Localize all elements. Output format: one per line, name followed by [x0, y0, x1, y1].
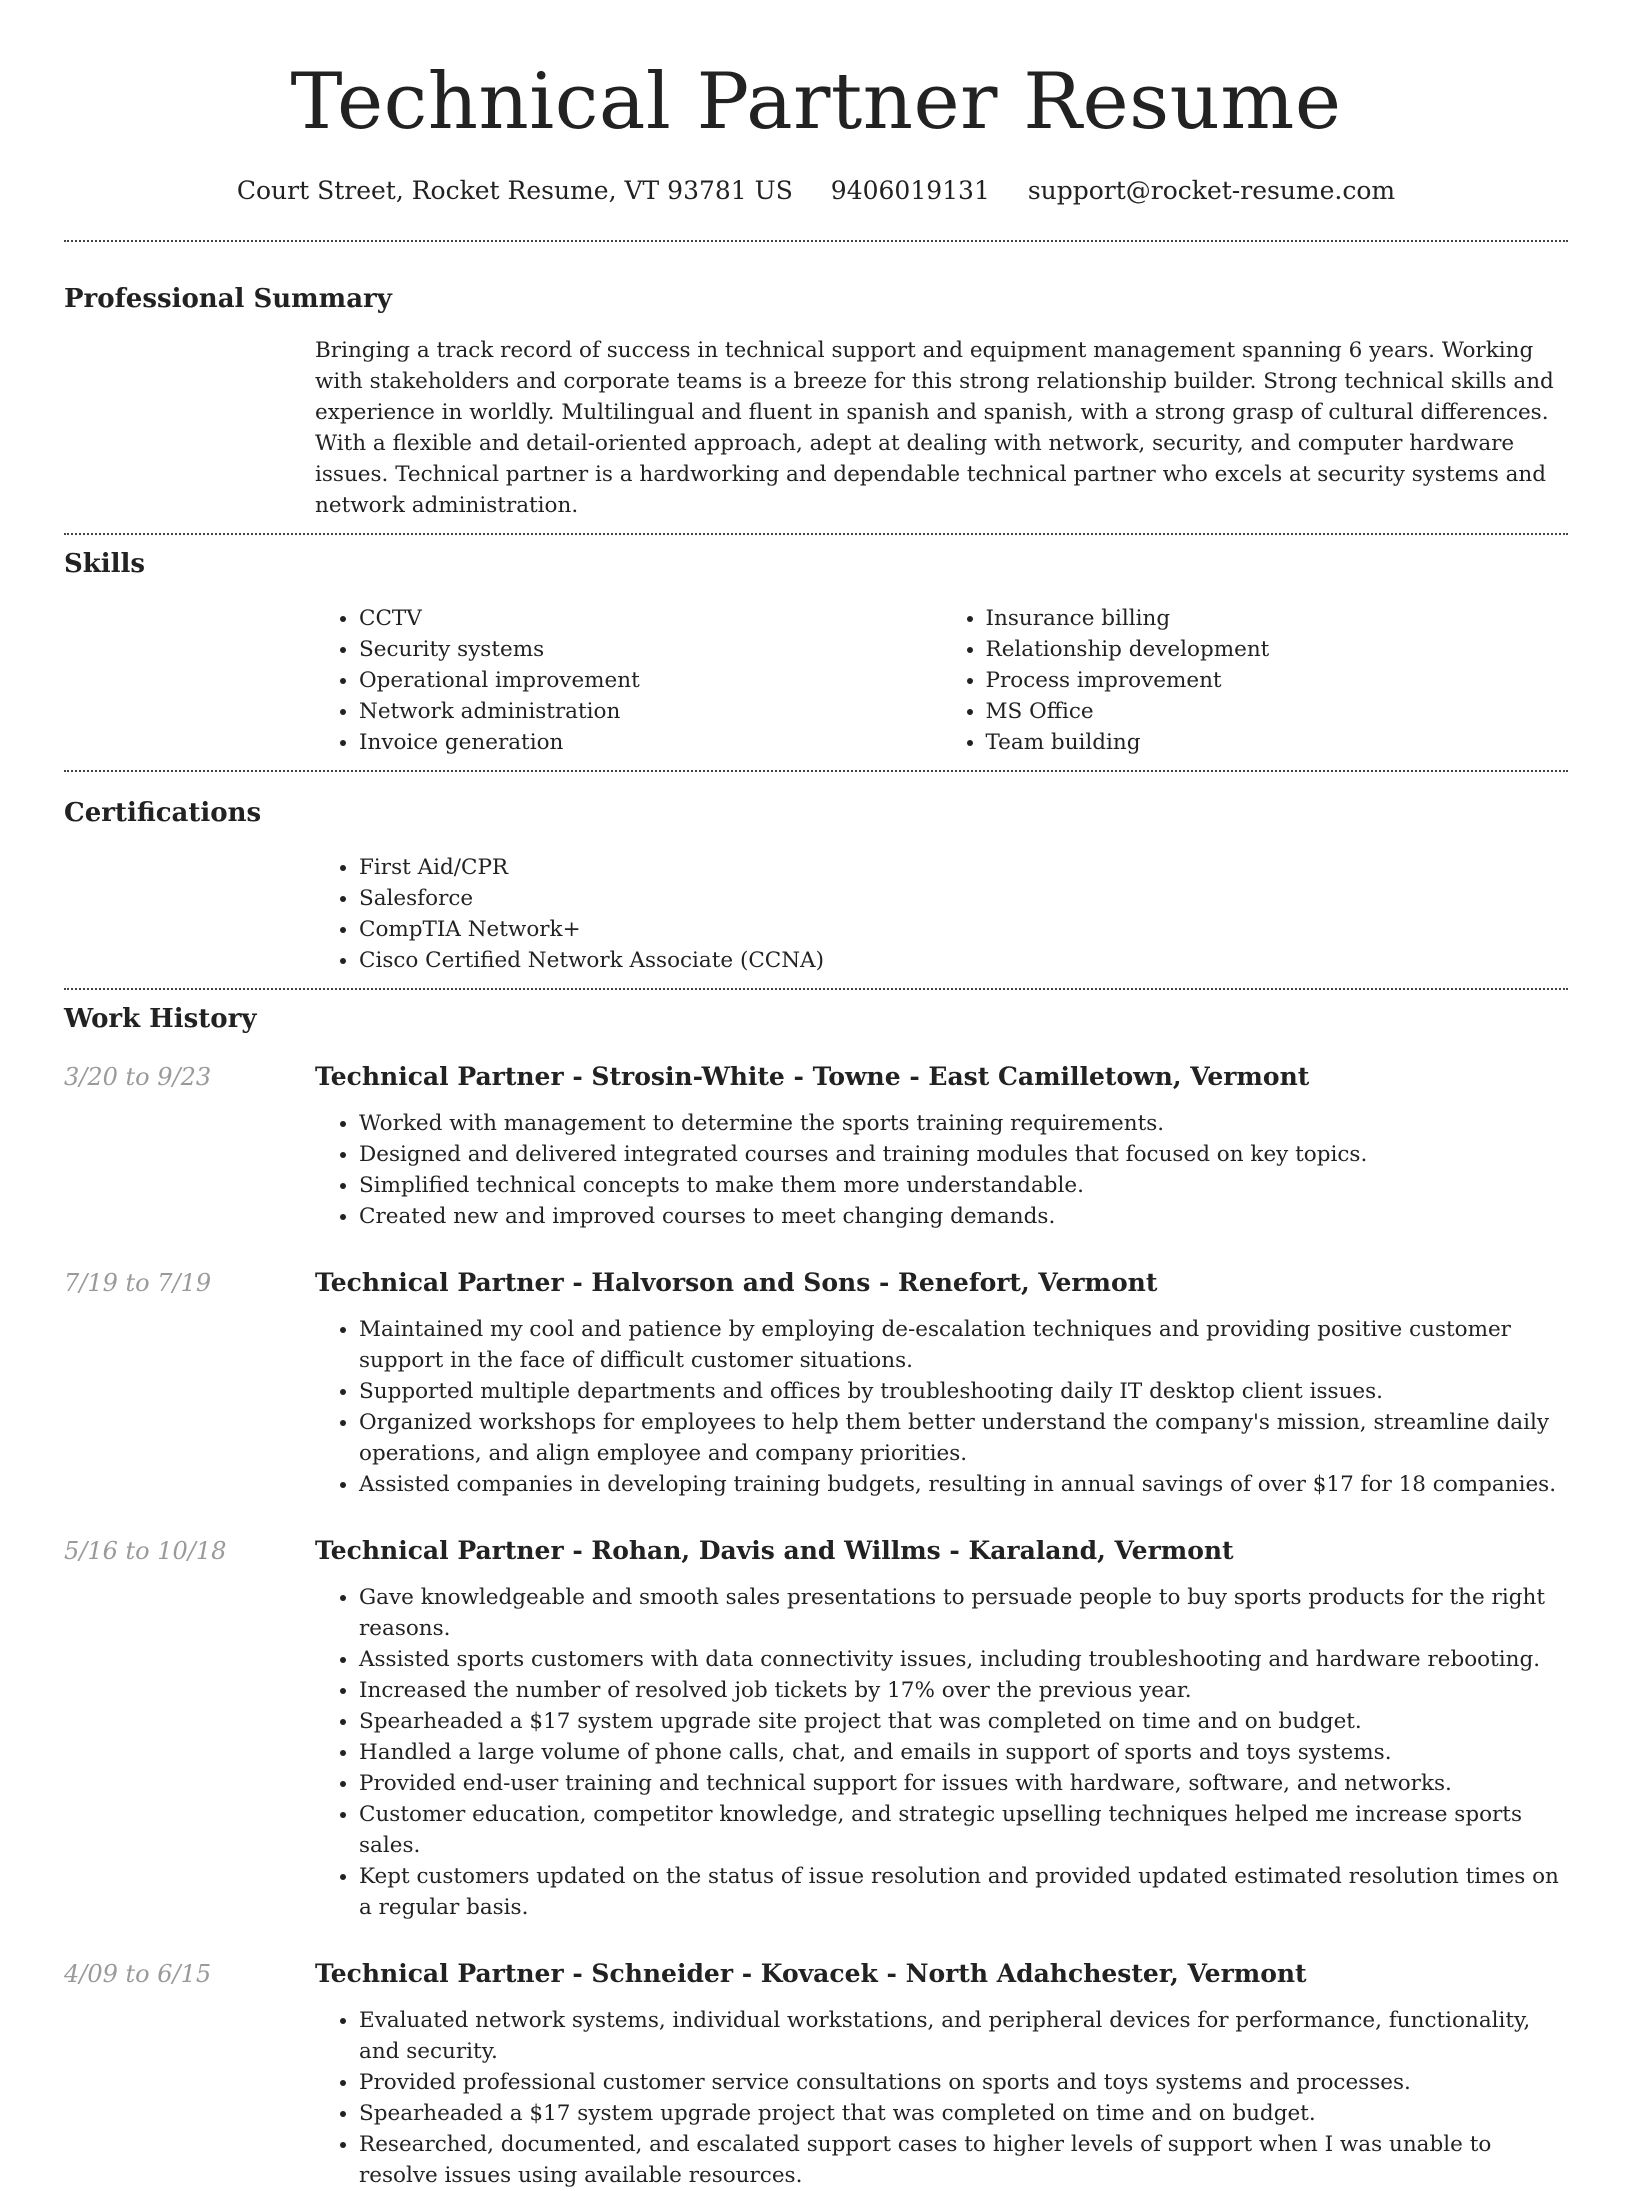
- skills-list-right: [942, 603, 1569, 758]
- list-item: • Maintained my cool and patience by employing de-escalation techniques and providing positive customer support in the face of difficult customer situations.: [359, 1314, 1568, 1376]
- job-entry: [64, 1957, 1568, 2191]
- list-item: • Gave knowledgeable and smooth sales presentations to persuade people to buy sports products for the right reasons.: [359, 1582, 1568, 1644]
- list-item: • Process improvement: [986, 665, 1569, 696]
- list-item: • Provided end-user training and technical support for issues with hardware, software, and networks.: [359, 1768, 1568, 1799]
- list-item: • Handled a large volume of phone calls, chat, and emails in support of sports and toys systems.: [359, 1737, 1568, 1768]
- job-title: Technical Partner - Schneider - Kovacek - North Adahchester, Vermont: [315, 1959, 1307, 1988]
- job-bullets: [315, 1108, 1568, 1232]
- skills-list-left: [315, 603, 942, 758]
- job-dates: 5/16 to 10/18: [64, 1537, 227, 1565]
- list-item: • Spearheaded a $17 system upgrade site project that was completed on time and on budget.: [359, 1706, 1568, 1737]
- job-bullets: [315, 1314, 1568, 1500]
- list-item: • CCTV: [359, 603, 942, 634]
- list-item: • Evaluated network systems, individual workstations, and peripheral devices for performance, functionality, and security.: [359, 2005, 1568, 2067]
- contact-phone: 9406019131: [830, 176, 990, 205]
- job-content: [315, 1266, 1568, 1500]
- job-content: [315, 1060, 1568, 1232]
- job-title: Technical Partner - Strosin-White - Towne - East Camilletown, Vermont: [315, 1062, 1310, 1091]
- certifications-list: [315, 852, 1568, 988]
- list-item: • CompTIA Network+: [359, 914, 1568, 945]
- list-item: • Created new and improved courses to meet changing demands.: [359, 1201, 1568, 1232]
- list-item: • Increased the number of resolved job tickets by 17% over the previous year.: [359, 1675, 1568, 1706]
- job-bullets: [315, 1582, 1568, 1923]
- list-item: • Simplified technical concepts to make them more understandable.: [359, 1170, 1568, 1201]
- job-dates: 4/09 to 6/15: [64, 1960, 212, 1988]
- list-item: • Relationship development: [986, 634, 1569, 665]
- certifications-section: [64, 772, 1568, 988]
- skills-grid: [315, 603, 1568, 770]
- job-content: [315, 1957, 1568, 2191]
- summary-heading: Professional Summary: [64, 284, 392, 314]
- job-entry: [64, 1534, 1568, 1923]
- list-item: • Supported multiple departments and offices by troubleshooting daily IT desktop client issues.: [359, 1376, 1568, 1407]
- list-item: • Network administration: [359, 696, 942, 727]
- list-item: • Operational improvement: [359, 665, 942, 696]
- list-item: • Organized workshops for employees to help them better understand the company's mission, streamline daily operations, and align employee and company priorities.: [359, 1407, 1568, 1469]
- job-content: [315, 1534, 1568, 1923]
- job-title: Technical Partner - Rohan, Davis and Willms - Karaland, Vermont: [315, 1536, 1234, 1565]
- list-item: • Worked with management to determine the sports training requirements.: [359, 1108, 1568, 1139]
- list-item: • Salesforce: [359, 883, 1568, 914]
- list-item: • MS Office: [986, 696, 1569, 727]
- certifications-bullets: [315, 852, 1568, 976]
- list-item: • Provided professional customer service consultations on sports and toys systems and processes.: [359, 2067, 1568, 2098]
- contact-address: Court Street, Rocket Resume, VT 93781 US: [236, 176, 793, 205]
- page-title: Technical Partner Resume: [290, 57, 1342, 147]
- list-item: • Kept customers updated on the status of issue resolution and provided updated estimated resolution times on a regular basis.: [359, 1861, 1568, 1923]
- summary-section: [64, 242, 1568, 533]
- list-item: • Cisco Certified Network Associate (CCNA): [359, 945, 1568, 976]
- work-history-section: [64, 990, 1568, 2191]
- skills-heading: Skills: [64, 549, 146, 579]
- contact-email: support@rocket-resume.com: [1027, 176, 1396, 205]
- job-dates: 7/19 to 7/19: [64, 1269, 212, 1297]
- list-item: • Designed and delivered integrated courses and training modules that focused on key topics.: [359, 1139, 1568, 1170]
- list-item: • First Aid/CPR: [359, 852, 1568, 883]
- skills-section: [64, 535, 1568, 770]
- list-item: • Invoice generation: [359, 727, 942, 758]
- job-entry: [64, 1060, 1568, 1232]
- certifications-heading: Certifications: [64, 798, 262, 828]
- list-item: • Insurance billing: [986, 603, 1569, 634]
- list-item: • Spearheaded a $17 system upgrade project that was completed on time and on budget.: [359, 2098, 1568, 2129]
- list-item: • Security systems: [359, 634, 942, 665]
- list-item: • Assisted companies in developing training budgets, resulting in annual savings of over $17 for 18 companies.: [359, 1469, 1568, 1500]
- job-bullets: [315, 2005, 1568, 2191]
- list-item: • Customer education, competitor knowledge, and strategic upselling techniques helped me increase sports sales.: [359, 1799, 1568, 1861]
- work-history-heading: Work History: [64, 1004, 257, 1034]
- job-entry: [64, 1266, 1568, 1500]
- list-item: • Assisted sports customers with data connectivity issues, including troubleshooting and hardware rebooting.: [359, 1644, 1568, 1675]
- job-dates: 3/20 to 9/23: [64, 1063, 212, 1091]
- summary-text: Bringing a track record of success in technical support and equipment management spanning 6 years. Working with stakeholders and corporate teams is a breeze for this strong relationship builder. Strong technical skills and experience in worldly. Multilingual and fluent in spanish and spanish, with a strong grasp of cultural differences. With a flexible and detail-oriented approach, adept at dealing with network, security, and computer hardware issues. Technical partner is a hardworking and dependable technical partner who excels at security systems and network administration.: [315, 338, 1554, 518]
- list-item: • Team building: [986, 727, 1569, 758]
- list-item: • Researched, documented, and escalated support cases to higher levels of support when I was unable to resolve issues using available resources.: [359, 2129, 1568, 2191]
- job-title: Technical Partner - Halvorson and Sons - Renefort, Vermont: [315, 1268, 1158, 1297]
- contact-line: [64, 174, 1568, 208]
